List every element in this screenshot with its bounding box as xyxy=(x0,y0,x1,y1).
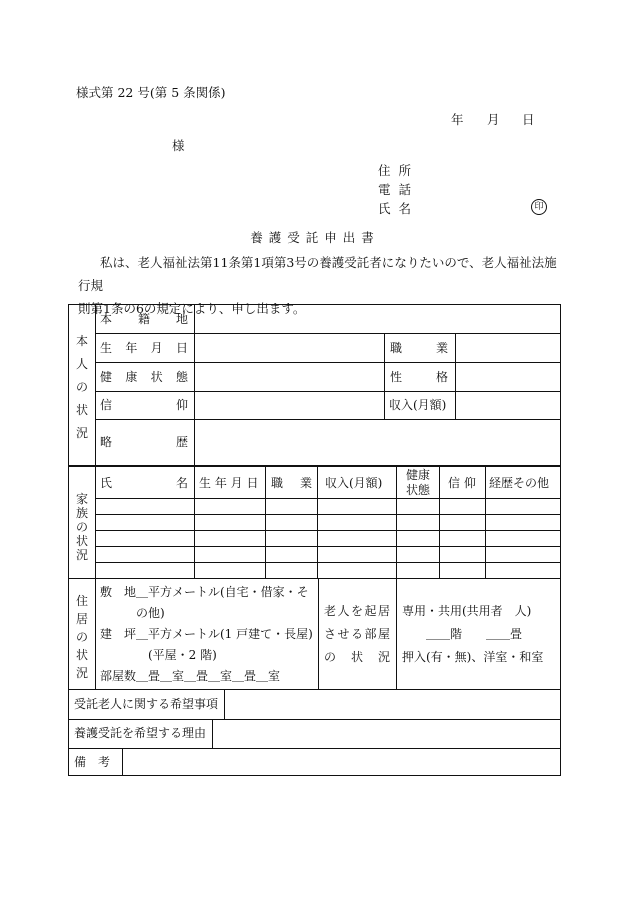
occupation-char: 業 xyxy=(435,341,448,355)
housing-label-char: 況 xyxy=(76,666,89,680)
family-label-char: 家 xyxy=(76,492,89,506)
self-section-label xyxy=(76,334,88,440)
history-char: 略 xyxy=(100,435,113,449)
statement-line-1: 私は、老人福祉法第11条第1項第3号の養護受託者になりたいので、老人福祉法施行規 xyxy=(78,255,557,293)
reason-label: 養護受託を希望する理由 xyxy=(74,726,207,740)
elder-room-label-1: 老人を起居 xyxy=(324,604,392,618)
floor-area-line-2: (平屋・2 階) xyxy=(148,648,217,662)
form-number: 様式第 22 号(第 5 条関係) xyxy=(76,85,226,100)
floor-area-line: 建 坪＿平方メートル(1 戸建て・長屋) xyxy=(100,627,313,641)
family-label-char: の xyxy=(76,520,89,534)
applicant-name-label: 氏名 xyxy=(378,201,420,216)
personality-label xyxy=(390,370,448,384)
self-label-char: 況 xyxy=(76,426,89,440)
family-name-char: 名 xyxy=(175,476,188,490)
faith-label xyxy=(100,398,188,412)
domicile-char: 籍 xyxy=(137,312,150,326)
family-label-char: 族 xyxy=(76,506,89,520)
housing-label-char: の xyxy=(76,630,89,644)
family-header-occupation xyxy=(271,476,312,490)
family-occupation-char: 業 xyxy=(299,476,312,490)
family-health-line: 健康 xyxy=(406,468,431,482)
site-area-line-2: の他) xyxy=(136,606,165,620)
health-char: 状 xyxy=(150,370,163,384)
faith-char: 仰 xyxy=(175,398,188,412)
personality-char: 格 xyxy=(435,370,448,384)
site-area-line: 敷 地＿平方メートル(自宅・借家・そ xyxy=(100,585,309,599)
health-char: 健 xyxy=(100,370,113,384)
history-label xyxy=(100,435,188,449)
self-label-char: 人 xyxy=(76,357,89,371)
domicile-label xyxy=(100,312,188,326)
birthdate-char: 年 xyxy=(125,341,138,355)
family-label-char: 状 xyxy=(76,534,89,548)
family-occupation-char: 職 xyxy=(271,476,284,490)
family-header-faith: 信 仰 xyxy=(448,476,476,490)
family-name-char: 氏 xyxy=(100,476,113,490)
self-label-char: 本 xyxy=(76,334,89,348)
income-label: 収入(月額) xyxy=(389,398,447,412)
family-section-label xyxy=(76,492,88,562)
elder-room-detail-3: 押入(有・無)、洋室・和室 xyxy=(402,650,544,664)
history-char: 歴 xyxy=(175,435,188,449)
applicant-phone-label: 電話 xyxy=(378,182,420,197)
housing-label-char: 住 xyxy=(76,594,89,608)
family-health-line: 状態 xyxy=(406,483,431,497)
housing-label-char: 居 xyxy=(76,612,89,626)
birthdate-char: 生 xyxy=(100,341,113,355)
domicile-char: 本 xyxy=(100,312,113,326)
housing-section-label xyxy=(76,594,88,680)
statement-line-2: 則第1条の6の規定により、申し出ます。 xyxy=(78,301,306,316)
birthdate-char: 月 xyxy=(150,341,163,355)
self-label-char: 状 xyxy=(76,403,89,417)
elder-room-label-2: させる部屋 xyxy=(324,627,392,641)
elder-room-detail-1: 専用・共用(共用者 人) xyxy=(402,604,532,618)
personality-char: 性 xyxy=(390,370,403,384)
birthdate-char: 日 xyxy=(175,341,188,355)
seal-icon: 印 xyxy=(531,199,547,215)
family-header-health xyxy=(406,468,430,498)
date-month-label: 月 xyxy=(487,112,500,127)
remarks-label: 備 考 xyxy=(74,755,111,769)
health-char: 康 xyxy=(125,370,138,384)
rooms-line: 部屋数＿畳＿室＿畳＿室＿畳＿室 xyxy=(100,669,281,683)
family-header-name xyxy=(100,476,188,490)
addressee-suffix: 様 xyxy=(172,138,185,153)
applicant-address-label: 住所 xyxy=(378,163,420,178)
elder-room-detail-2: ＿＿階 ＿＿畳 xyxy=(426,627,523,641)
family-label-char: 況 xyxy=(76,548,89,562)
elder-room-label-3: の 状 況 xyxy=(324,650,392,664)
domicile-char: 地 xyxy=(175,312,188,326)
health-char: 態 xyxy=(175,370,188,384)
occupation-label xyxy=(390,341,448,355)
family-header-birthdate: 生 年 月 日 xyxy=(199,476,259,490)
family-header-income: 収入(月額) xyxy=(325,476,383,490)
health-label xyxy=(100,370,188,384)
birthdate-label xyxy=(100,341,188,355)
application-form-table xyxy=(68,304,561,776)
family-header-history: 経歴その他 xyxy=(489,476,550,490)
self-label-char: の xyxy=(76,380,89,394)
document-title: 養護受託申出書 xyxy=(250,230,380,245)
date-day-label: 日 xyxy=(522,112,535,127)
wishes-label: 受託老人に関する希望事項 xyxy=(74,697,219,711)
date-year-label: 年 xyxy=(451,112,464,127)
occupation-char: 職 xyxy=(390,341,403,355)
faith-char: 信 xyxy=(100,398,113,412)
housing-label-char: 状 xyxy=(76,648,89,662)
